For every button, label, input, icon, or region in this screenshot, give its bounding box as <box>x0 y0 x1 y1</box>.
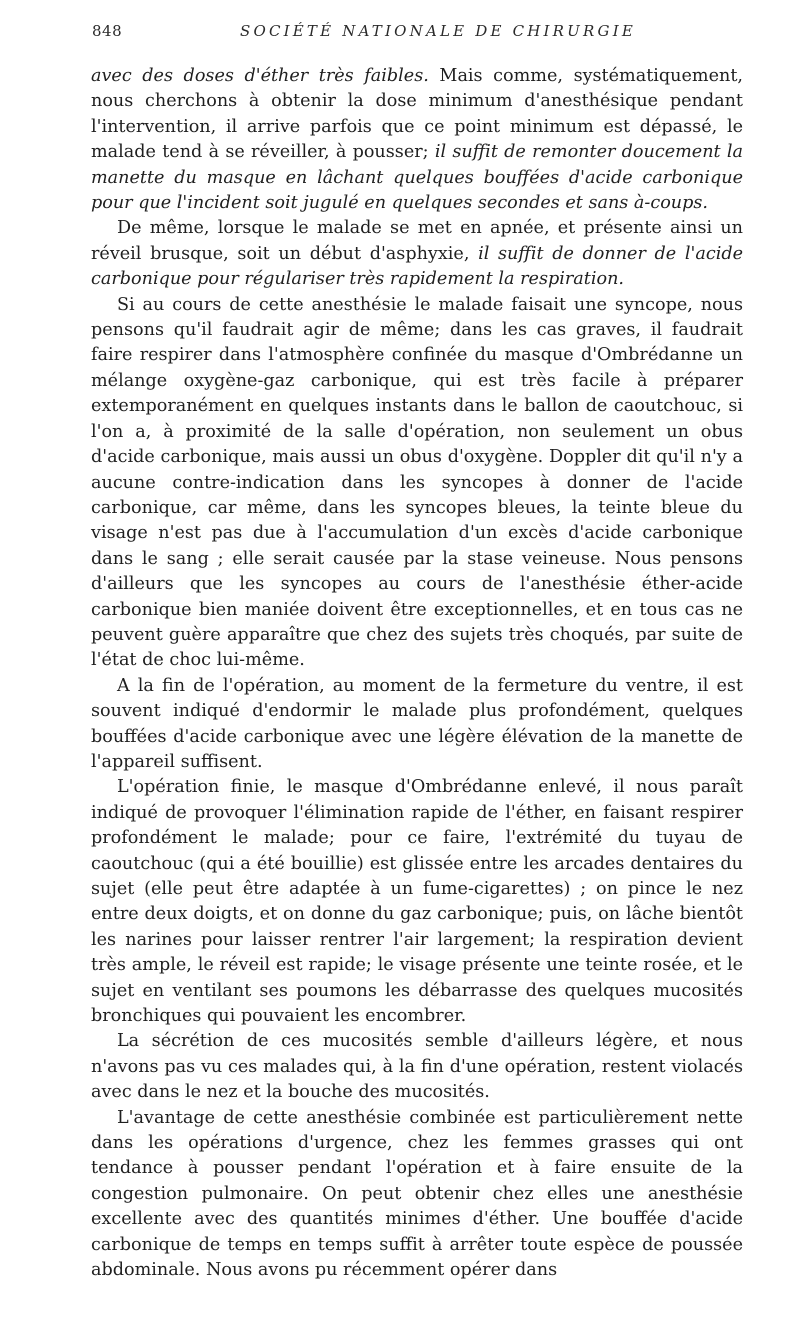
paragraph-text: Mais comme, systématiquement, nous cherchons à obtenir la dose minimum d'anesthésique pendant l'intervention, il arrive parfois que ce point minimum est dépassé, le malade tend à se réveiller, à pousser; <box>91 66 744 163</box>
paragraph <box>91 216 743 292</box>
italic-text: il suffit de donner de l'acide carbonique pour régulariser très rapidement la respiration. <box>91 243 743 290</box>
running-title: SOCIÉTÉ NATIONALE DE CHIRURGIE <box>240 22 636 40</box>
paragraph: L'opération finie, le masque d'Ombrédanne enlevé, il nous paraît indiqué de provoquer l'élimination rapide de l'éther, en faisant respirer profondément le malade; pour ce faire, l'extrémité du tuyau de caoutchouc (qui a été bouillie) est glissée entre les arcades dentaires du sujet (elle peut être adaptée à un fume-cigarettes) ; on pince le nez entre deux doigts, et on donne du gaz carbonique; puis, on lâche bientôt les narines pour laisser rentrer l'air largement; la respiration devient très ample, le réveil est rapide; le visage présente une teinte rosée, et le sujet en ventilant ses poumons les débarrasse des quelques mucosités bronchiques qui pouvaient les encombrer. <box>91 777 743 1027</box>
body-text <box>91 64 743 1284</box>
paragraph: L'avantage de cette anesthésie combinée est particulièrement nette dans les opérations d'urgence, chez les femmes grasses qui ont tendance à pousser pendant l'opération et à faire ensuite de la congestion pulmonaire. On peut obtenir chez elles une anesthésie excellente avec des quantités minimes d'éther. Une bouffée d'acide carbonique de temps en temps suffit à arrêter toute espèce de poussée abdominale. Nous avons pu récemment opérer dans <box>91 1107 743 1281</box>
page-header <box>92 22 740 46</box>
paragraph: Si au cours de cette anesthésie le malade faisait une syncope, nous pensons qu'il faudrait agir de même; dans les cas graves, il faudrait faire respirer dans l'atmosphère confinée du masque d'Ombrédanne un mélange oxygène-gaz carbonique, qui est très facile à préparer extemporanément en quelques instants dans le ballon de caoutchouc, si l'on a, à proximité de la salle d'opération, non seulement un obus d'acide carbonique, mais aussi un obus d'oxygène. Doppler dit qu'il n'y a aucune contre-indication dans les syncopes à donner de l'acide carbonique, car même, dans les syncopes bleues, la teinte bleue du visage n'est pas due à l'accumulation d'un excès d'acide carbonique dans le sang ; elle serait causée par la stase veineuse. Nous pensons d'ailleurs que les syncopes au cours de l'anesthésie éther-acide carbonique bien maniée doivent être exceptionnelles, et en tous cas ne peuvent guère apparaître que chez des sujets très choqués, par suite de l'état de choc lui-même. <box>91 294 743 671</box>
paragraph: La sécrétion de ces mucosités semble d'ailleurs légère, et nous n'avons pas vu ces malades qui, à la fin d'une opération, restent violacés avec dans le nez et la bouche des mucosités. <box>91 1031 743 1103</box>
italic-text: avec des doses d'éther très faibles. <box>91 66 429 86</box>
paragraph <box>91 64 743 216</box>
paragraph: A la fin de l'opération, au moment de la fermeture du ventre, il est souvent indiqué d'endormir le malade plus profondément, quelques bouffées d'acide carbonique avec une légère élévation de la manette de l'appareil suffisent. <box>91 675 743 772</box>
paragraph-text: De même, lorsque le malade se met en apnée, et présente ainsi un réveil brusque, soit un début d'asphyxie, <box>91 218 743 264</box>
italic-text: il suffit de remonter doucement la manette du masque en lâchant quelques bouffées d'acide carbonique pour que l'incident soit jugulé en quelques secondes et sans à-coups. <box>91 142 743 214</box>
page-number: 848 <box>92 22 123 40</box>
